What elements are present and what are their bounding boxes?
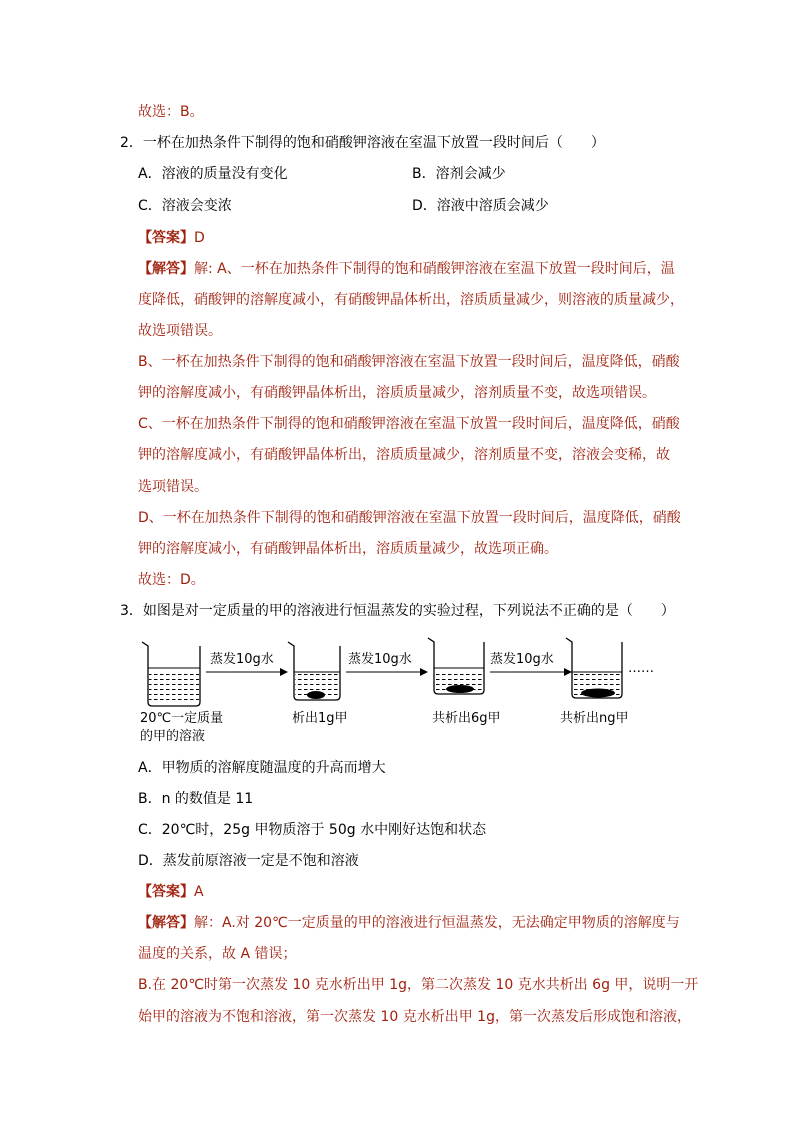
q2-answer-value: D — [194, 230, 205, 246]
q2-analysis-line-1 — [138, 259, 675, 279]
beaker-label-1b: 的甲的溶液 — [140, 729, 206, 744]
q3-analysis-line-1 — [138, 913, 680, 933]
q2-answer-tag: 【答案】 — [138, 230, 194, 246]
beaker-label-3: 共析出6g甲 — [432, 711, 501, 726]
q2-analysis-line-6: C、一杯在加热条件下制得的饱和硝酸钾溶液在室温下放置一段时间后，温度降低，硝酸 — [138, 416, 680, 432]
q3-analysis-text-1: 解：A.对 20℃一定质量的甲的溶液进行恒温蒸发，无法确定甲物质的溶解度与 — [194, 915, 680, 931]
arrow-label-2: 蒸发10g水 — [348, 652, 412, 667]
q2-analysis-line-4: B、一杯在加热条件下制得的饱和硝酸钾溶液在室温下放置一段时间后，温度降低，硝酸 — [138, 354, 680, 370]
beaker-label-2: 析出1g甲 — [292, 711, 348, 726]
q2-answer-line — [138, 228, 205, 248]
q3-analysis-line-3: B.在 20℃时第一次蒸发 10 克水析出甲 1g，第二次蒸发 10 克水共析出 6g 甲，说明一开 — [138, 977, 699, 993]
q3-analysis-tag: 【解答】 — [138, 915, 194, 931]
q2-analysis-line-3: 故选项错误。 — [138, 323, 222, 339]
q2-option-d: D．溶液中溶质会减少 — [412, 198, 549, 214]
q2-analysis-line-2: 度降低，硝酸钾的溶解度减小，有硝酸钾晶体析出，溶质质量减少，则溶液的质量减少， — [138, 292, 684, 308]
q3-analysis-line-4: 始甲的溶液为不饱和溶液，第一次蒸发 10 克水析出甲 1g，第一次蒸发后形成饱和溶液， — [138, 1009, 691, 1025]
beaker-3 — [428, 638, 484, 694]
q2-analysis-line-7: 钾的溶解度减小，有硝酸钾晶体析出，溶质质量减少，溶剂质量不变，溶液会变稀，故 — [138, 447, 670, 463]
q3-answer-line — [138, 882, 204, 902]
q2-option-b: B．溶剂会减少 — [412, 166, 506, 182]
arrow-2 — [346, 668, 428, 676]
q2-analysis-line-9: D、一杯在加热条件下制得的饱和硝酸钾溶液在室温下放置一段时间后，温度降低，硝酸 — [138, 510, 681, 526]
q2-stem: 2．一杯在加热条件下制得的饱和硝酸钾溶液在室温下放置一段时间后（ ） — [120, 135, 605, 151]
arrow-label-3: 蒸发10g水 — [490, 652, 554, 667]
q2-analysis-line-10: 钾的溶解度减小，有硝酸钾晶体析出，溶质质量减少，故选项正确。 — [138, 541, 558, 557]
q2-analysis-line-8: 选项错误。 — [138, 479, 208, 495]
diagram-ellipsis: …… — [628, 661, 654, 676]
q2-analysis-tag: 【解答】 — [138, 261, 194, 277]
q2-choose-line: 故选：D。 — [138, 572, 205, 588]
q3-option-b: B．n 的数值是 11 — [138, 791, 254, 807]
q1-choose-line: 故选：B。 — [138, 104, 204, 120]
q3-answer-value: A — [194, 884, 204, 900]
q3-option-a: A．甲物质的溶解度随温度的升高而增大 — [138, 760, 386, 776]
q2-analysis-text-1: 解: A、一杯在加热条件下制得的饱和硝酸钾溶液在室温下放置一段时间后，温 — [194, 261, 675, 277]
q2-option-c: C．溶液会变浓 — [138, 198, 232, 214]
q3-stem: 3．如图是对一定质量的甲的溶液进行恒温蒸发的实验过程，下列说法不正确的是（ ） — [120, 603, 675, 619]
q3-analysis-line-2: 温度的关系，故 A 错误； — [138, 946, 297, 962]
beaker-1 — [142, 642, 200, 706]
arrow-3 — [490, 668, 572, 676]
q2-option-a: A．溶液的质量没有变化 — [138, 166, 288, 182]
arrow-1 — [206, 668, 288, 676]
arrow-label-1: 蒸发10g水 — [210, 652, 274, 667]
q3-option-d: D．蒸发前原溶液一定是不饱和溶液 — [138, 853, 359, 869]
beaker-label-1a: 20℃一定质量 — [140, 711, 224, 726]
q3-answer-tag: 【答案】 — [138, 884, 194, 900]
q2-analysis-line-5: 钾的溶解度减小，有硝酸钾晶体析出，溶质质量减少，溶剂质量不变，故选项错误。 — [138, 385, 656, 401]
beaker-2 — [288, 642, 340, 700]
beaker-4 — [566, 638, 622, 698]
beaker-label-4: 共析出ng甲 — [560, 711, 629, 726]
q3-option-c: C．20℃时，25g 甲物质溶于 50g 水中刚好达饱和状态 — [138, 822, 487, 838]
evaporation-diagram — [136, 632, 676, 750]
